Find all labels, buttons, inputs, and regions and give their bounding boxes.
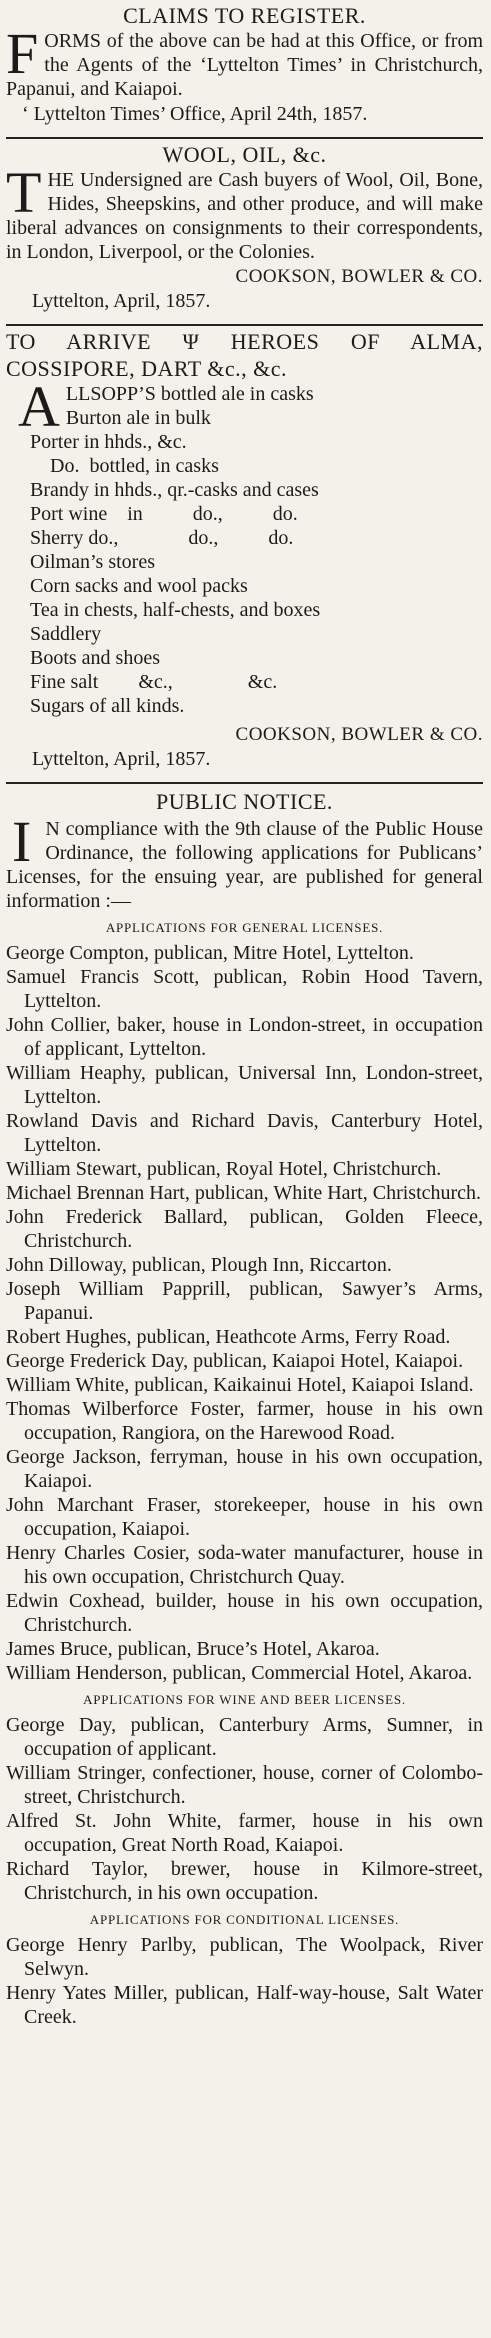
wool-dropcap: T [6,160,42,225]
general-licenses-heading: APPLICATIONS FOR GENERAL LICENSES. [105,920,384,935]
list-item: Richard Taylor, brewer, house in Kilmore-street, Christchurch, in his own occupation. [6,1858,483,1904]
alma-dropcap: A [18,374,60,439]
list-item: Henry Yates Miller, publican, Half-way-house, Salt Water Creek. [6,1982,483,2028]
wool-advert [6,139,483,314]
claims-dateline: ‘ Lyttelton Times’ Office, April 24th, 1857. [22,103,368,125]
alma-signature: COOKSON, BOWLER & CO. [235,724,483,745]
wool-signature: COOKSON, BOWLER & CO. [235,266,483,287]
list-item: Burton ale in bulk [65,407,211,429]
list-item: Joseph William Papprill, publican, Sawyer’s Arms, Papanui. [6,1278,483,1324]
list-item: John Frederick Ballard, publican, Golden Fleece, Christchurch. [6,1206,483,1252]
notice-heading: PUBLIC NOTICE. [156,789,333,814]
list-item: Michael Brennan Hart, publican, White Hart, Christchurch. [6,1182,482,1204]
list-item: Samuel Francis Scott, publican, Robin Hood Tavern, Lyttelton. [6,966,483,1012]
list-item: John Marchant Fraser, storekeeper, house in his own occupation, Kaiapoi. [6,1494,483,1540]
list-item: Saddlery [30,623,102,645]
wool-heading: WOOL, OIL, &c. [162,142,327,167]
alma-heading: TO ARRIVE Ψ HEROES OF ALMA, COSSIPORE, DART &c., &c. [6,329,483,381]
list-item: George Day, publican, Canterbury Arms, Sumner, in occupation of applicant. [6,1714,483,1760]
public-notice [6,784,483,2029]
list-item: LLSOPP’S bottled ale in casks [65,383,314,405]
list-item: William Stringer, confectioner, house, corner of Colombo-street, Christchurch. [6,1762,483,1808]
list-item: George Jackson, ferryman, house in his own occupation, Kaiapoi. [6,1446,483,1492]
list-item: Tea in chests, half-chests, and boxes [30,599,321,621]
list-item: Fine salt &c., &c. [30,671,278,693]
claims-heading: CLAIMS TO REGISTER. [123,3,366,28]
conditional-licenses-list [6,1933,483,2029]
wool-dateline: Lyttelton, April, 1857. [32,290,211,312]
claims-advert [6,0,483,127]
list-item: Edwin Coxhead, builder, house in his own occupation, Christchurch. [6,1590,483,1636]
list-item: Porter in hhds., &c. [30,431,187,453]
alma-dateline: Lyttelton, April, 1857. [32,748,211,770]
list-item: Sherry do., do., do. [30,527,294,549]
list-item: William Stewart, publican, Royal Hotel, Christchurch. [6,1158,442,1180]
list-item: Oilman’s stores [30,551,155,573]
notice-body [6,809,483,913]
list-item: William Henderson, publican, Commercial Hotel, Akaroa. [6,1662,473,1684]
wool-text: HE Undersigned are Cash buyers of Wool, Oil, Bone, Hides, Sheepskins, and other produce, and will make liberal advances on consignments to their correspondents, in London, Liverpool, or the Colonies. [6,169,483,263]
claims-dropcap: F [6,21,39,86]
claims-body [6,21,483,101]
list-item: Henry Charles Cosier, soda-water manufacturer, house in his own occupation, Christchurch Quay. [6,1542,483,1588]
claims-text: ORMS of the above can be had at this Office, or from the Agents of the ‘Lyttelton Times’ in Christchurch, Papanui, and Kaiapoi. [6,30,483,100]
list-item: Port wine in do., do. [30,503,298,525]
list-item: Boots and shoes [30,647,160,669]
wine-licenses-list [6,1713,483,1905]
wool-body [6,160,483,264]
list-item: Thomas Wilberforce Foster, farmer, house in his own occupation, Rangiora, on the Harewood Road. [6,1398,483,1444]
list-item: Sugars of all kinds. [30,695,185,717]
notice-text: N compliance with the 9th clause of the Public House Ordinance, the following applications for Publicans’ Licenses, for the ensuing year, are published for general information :— [6,818,483,912]
list-item: William Heaphy, publican, Universal Inn, London-street, Lyttelton. [6,1062,483,1108]
list-item: Rowland Davis and Richard Davis, Canterbury Hotel, Lyttelton. [6,1110,483,1156]
alma-advert [6,326,483,772]
list-item: John Dilloway, publican, Plough Inn, Riccarton. [6,1254,392,1276]
alma-list [6,374,483,718]
list-item: George Compton, publican, Mitre Hotel, Lyttelton. [6,942,414,964]
conditional-licenses-heading: APPLICATIONS FOR CONDITIONAL LICENSES. [89,1912,400,1927]
list-item: William White, publican, Kaikainui Hotel, Kaiapoi Island. [6,1374,474,1396]
list-item: Corn sacks and wool packs [30,575,248,597]
general-licenses-list [6,941,483,1685]
list-item: Brandy in hhds., qr.-casks and cases [30,479,319,501]
list-item: Robert Hughes, publican, Heathcote Arms, Ferry Road. [6,1326,451,1348]
list-item: Do. bottled, in casks [50,455,219,477]
list-item: George Frederick Day, publican, Kaiapoi Hotel, Kaiapoi. [6,1350,464,1372]
notice-dropcap: I [12,809,32,874]
list-item: Alfred St. John White, farmer, house in his own occupation, Great North Road, Kaiapoi. [6,1810,483,1856]
list-item: John Collier, baker, house in London-street, in occupation of applicant, Lyttelton. [6,1014,483,1060]
list-item: James Bruce, publican, Bruce’s Hotel, Akaroa. [6,1638,380,1660]
wine-licenses-heading: APPLICATIONS FOR WINE AND BEER LICENSES. [83,1692,406,1707]
list-item: George Henry Parlby, publican, The Woolpack, River Selwyn. [6,1934,483,1980]
